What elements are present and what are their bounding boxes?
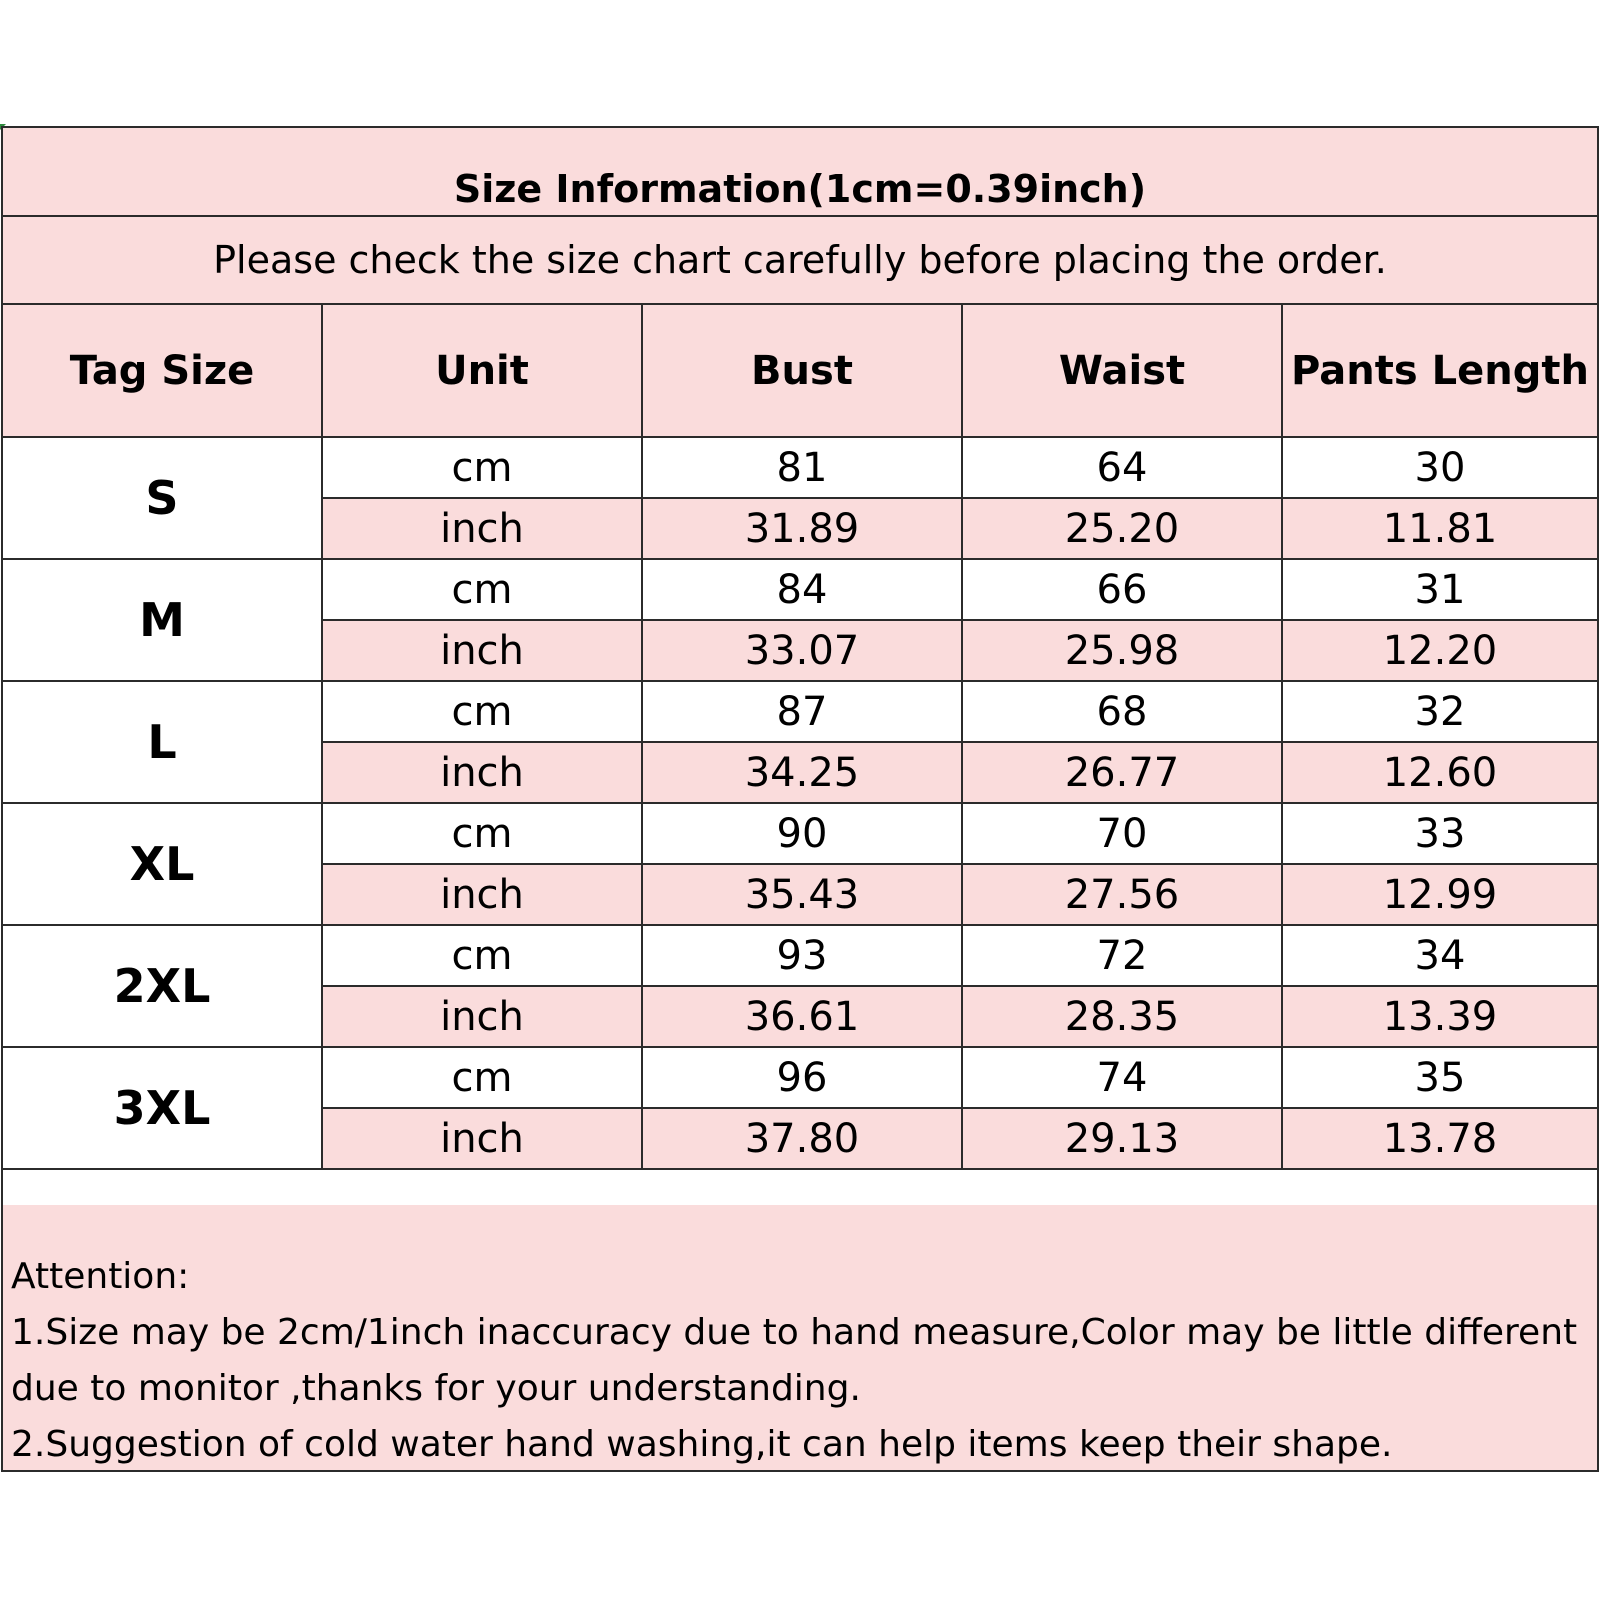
notice-row (3, 217, 1597, 305)
pants-length-cell: 35 (1282, 1047, 1597, 1108)
unit-cell: inch (322, 864, 642, 925)
bust-cell: 93 (642, 925, 962, 986)
waist-cell: 25.20 (962, 498, 1282, 559)
attention-heading: Attention: (11, 1256, 190, 1297)
notice-text: Please check the size chart carefully before placing the order. (213, 238, 1387, 282)
size-table (3, 305, 1597, 1170)
table-row (3, 1047, 1597, 1108)
pants-length-cell: 33 (1282, 803, 1597, 864)
header-tag-size: Tag Size (3, 305, 322, 437)
attention-line-1: 1.Size may be 2cm/1inch inaccuracy due to hand measure,Color may be little different due to monitor ,thanks for your understanding. (11, 1312, 1578, 1409)
size-chart (1, 126, 1599, 1472)
chart-title: Size Information(1cm=0.39inch) (453, 166, 1147, 211)
header-bust: Bust (642, 305, 962, 437)
table-row (3, 681, 1597, 742)
bust-cell: 37.80 (642, 1108, 962, 1169)
pants-length-cell: 34 (1282, 925, 1597, 986)
waist-cell: 70 (962, 803, 1282, 864)
bust-cell: 87 (642, 681, 962, 742)
table-row (3, 925, 1597, 986)
header-unit: Unit (322, 305, 642, 437)
unit-cell: inch (322, 620, 642, 681)
pants-length-cell: 12.20 (1282, 620, 1597, 681)
table-row (3, 559, 1597, 620)
waist-cell: 66 (962, 559, 1282, 620)
unit-cell: cm (322, 437, 642, 498)
table-row (3, 437, 1597, 498)
pants-length-cell: 32 (1282, 681, 1597, 742)
unit-cell: cm (322, 559, 642, 620)
pants-length-cell: 30 (1282, 437, 1597, 498)
pants-length-cell: 11.81 (1282, 498, 1597, 559)
waist-cell: 29.13 (962, 1108, 1282, 1169)
waist-cell: 68 (962, 681, 1282, 742)
waist-cell: 26.77 (962, 742, 1282, 803)
title-row (3, 128, 1597, 217)
unit-cell: inch (322, 986, 642, 1047)
bust-cell: 34.25 (642, 742, 962, 803)
tag-size-cell: S (3, 437, 322, 559)
table-row (3, 803, 1597, 864)
waist-cell: 27.56 (962, 864, 1282, 925)
unit-cell: cm (322, 925, 642, 986)
bust-cell: 96 (642, 1047, 962, 1108)
pants-length-cell: 12.60 (1282, 742, 1597, 803)
bust-cell: 33.07 (642, 620, 962, 681)
size-rows (3, 437, 1597, 1169)
unit-cell: cm (322, 1047, 642, 1108)
unit-cell: cm (322, 803, 642, 864)
waist-cell: 72 (962, 925, 1282, 986)
waist-cell: 25.98 (962, 620, 1282, 681)
bust-cell: 35.43 (642, 864, 962, 925)
header-waist: Waist (962, 305, 1282, 437)
tag-size-cell: M (3, 559, 322, 681)
bust-cell: 36.61 (642, 986, 962, 1047)
pants-length-cell: 13.39 (1282, 986, 1597, 1047)
pants-length-cell: 12.99 (1282, 864, 1597, 925)
waist-cell: 28.35 (962, 986, 1282, 1047)
unit-cell: inch (322, 498, 642, 559)
tag-size-cell: L (3, 681, 322, 803)
bust-cell: 84 (642, 559, 962, 620)
header-pants-length: Pants Length (1282, 305, 1597, 437)
pants-length-cell: 31 (1282, 559, 1597, 620)
pants-length-cell: 13.78 (1282, 1108, 1597, 1169)
header-row (3, 305, 1597, 437)
unit-cell: inch (322, 742, 642, 803)
waist-cell: 74 (962, 1047, 1282, 1108)
tag-size-cell: 3XL (3, 1047, 322, 1169)
tag-size-cell: XL (3, 803, 322, 925)
waist-cell: 64 (962, 437, 1282, 498)
attention-line-2: 2.Suggestion of cold water hand washing,it can help items keep their shape. (11, 1424, 1393, 1465)
unit-cell: inch (322, 1108, 642, 1169)
unit-cell: cm (322, 681, 642, 742)
bust-cell: 90 (642, 803, 962, 864)
attention-notes (3, 1205, 1597, 1470)
bust-cell: 81 (642, 437, 962, 498)
bust-cell: 31.89 (642, 498, 962, 559)
tag-size-cell: 2XL (3, 925, 322, 1047)
